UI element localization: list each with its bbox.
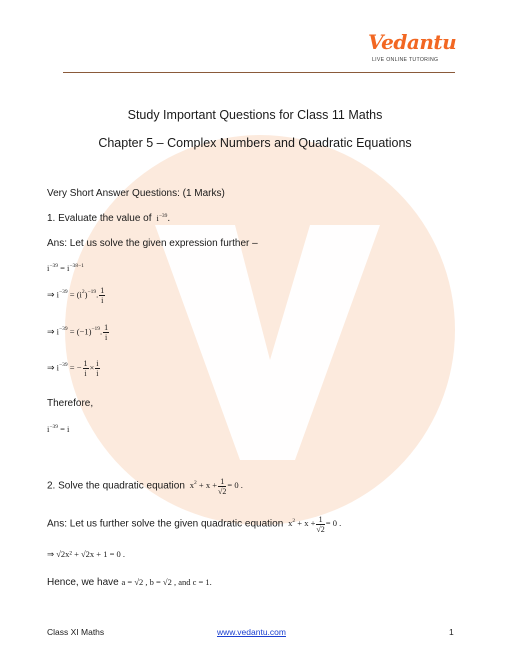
q1-step-1: $i^{-39} = i^{-38-1}$ [47,263,84,273]
q2-hence-label: Hence, we have [47,577,119,588]
footer-class-label: Class XI Maths [47,627,105,637]
question-1-expression: $i^{-39}$ [156,213,168,223]
q2-step-1: ⇒ √2x² + √2x + 1 = 0 . [47,549,126,559]
question-1: 1. Evaluate the value of $i^{-39}$. [47,213,171,224]
logo-tagline: LIVE ONLINE TUTORING [372,57,439,63]
page-number: 1 [449,627,454,637]
chapter-title: Chapter 5 – Complex Numbers and Quadratic Equations [98,136,412,150]
footer-website-link[interactable]: www.vedantu.com [217,627,286,637]
header-divider [63,72,455,73]
section-heading: Very Short Answer Questions: (1 Marks) [47,188,225,199]
q1-result: $i^{-39} = i$ [47,424,70,434]
question-1-text: 1. Evaluate the value of [47,213,152,224]
q1-step-3: ⇒ $i^{-39} = (-1)^{-19}$. $\frac{1}{i}$ [47,323,109,342]
question-2-equation: $x^2 + x$ + $\frac{1}{√2}$ = 0 . [189,477,243,496]
q1-therefore: Therefore, [47,398,94,409]
logo-wordmark: Vedantu [368,30,457,54]
question-2-answer-label: Ans: Let us further solve the given quadratic equation [47,518,284,530]
vedantu-logo [368,30,457,70]
document-title: Study Important Questions for Class 11 Maths [127,108,383,122]
q2-coefficients: a = √2 , b = √2 , and c = 1. [121,577,212,587]
q1-step-2: ⇒ $i^{-39} = (i^2)^{-19}$. $\frac{1}{i}$ [47,286,105,305]
q1-step-4: ⇒ $i^{-39}$ = − $\frac{1}{i}$ × $\frac{i}{i}$ [47,359,99,378]
question-2-answer-equation: $x^2 + x$ + $\frac{1}{√2}$ = 0 . [288,515,342,534]
question-1-answer-label: Ans: Let us solve the given expression further – [47,238,258,249]
q2-hence [47,577,212,588]
question-2 [47,477,243,496]
question-2-answer [47,515,341,534]
question-2-text: 2. Solve the quadratic equation [47,480,185,492]
